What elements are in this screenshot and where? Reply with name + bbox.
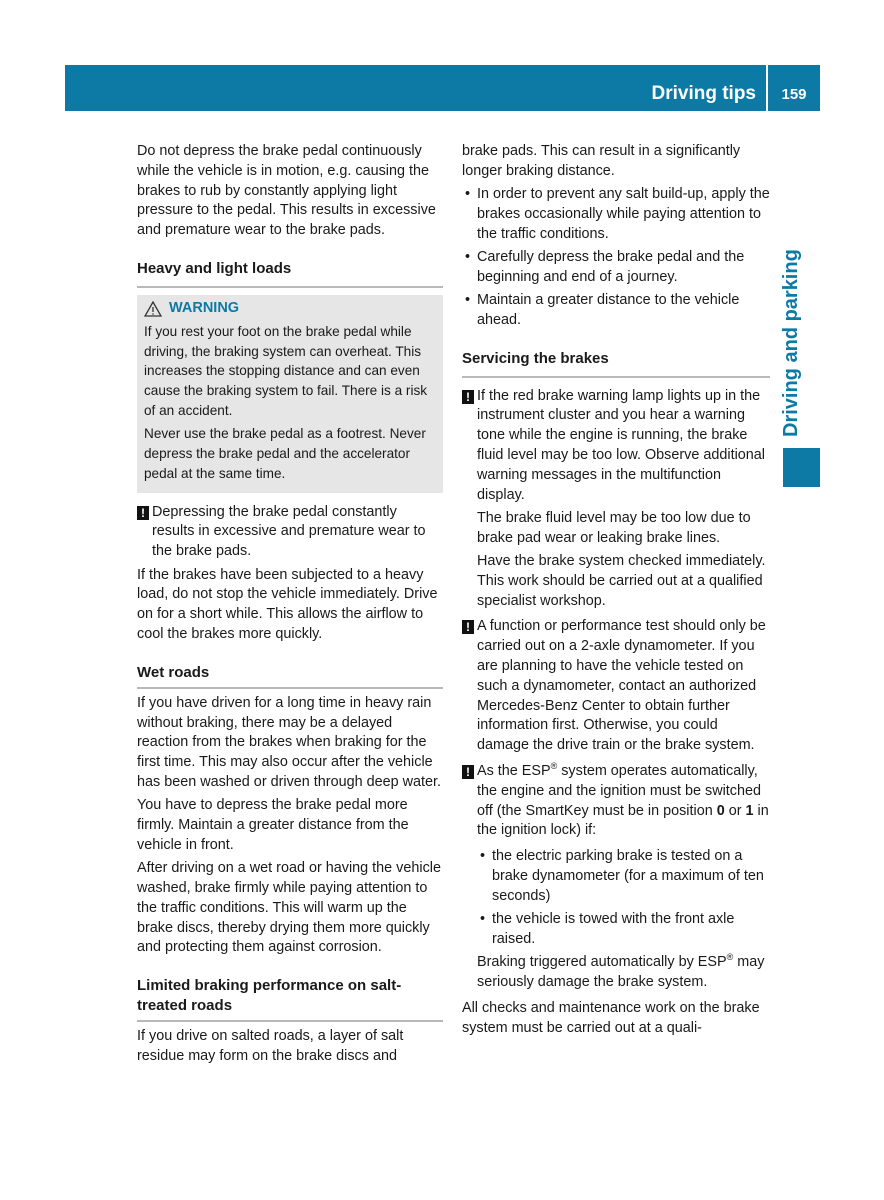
exclamation-icon: ! — [462, 765, 474, 779]
list-item: • the vehicle is towed with the front axle raised. — [477, 910, 770, 950]
paragraph: The brake fluid level may be too low due to brake pad wear or leaking brake lines. — [477, 509, 751, 546]
section-tab-marker — [783, 448, 820, 487]
paragraph: You have to depress the brake pedal more firmly. Maintain a greater distance from the vehicle in front. — [137, 797, 409, 853]
heading-heavy-loads: Heavy and light loads — [137, 259, 443, 288]
list-item: • the electric parking brake is tested on a brake dynamometer (for a maximum of ten seconds) — [477, 847, 770, 906]
note: ! As the ESP® system operates automatically, the engine and the ignition must be switched off (the SmartKey must be in position 0 or 1 in the ignition lock) if: — [462, 762, 770, 841]
paragraph: All checks and maintenance work on the brake system must be carried out at a quali- — [462, 999, 760, 1036]
page-header — [65, 65, 820, 111]
warning-text: If you rest your foot on the brake pedal while driving, the braking system can overheat. This increases the stopping distance and can even cause the braking system to fail. There is a risk of an accident. — [144, 323, 428, 418]
paragraph: If you have driven for a long time in heavy rain without braking, there may be a delayed reaction from the brakes when braking for the first time. This may also occur after the vehicle has been washed or driven through deep water. — [137, 694, 442, 790]
warning-text: Never use the brake pedal as a footrest. Never depress the brake pedal and the accelerator pedal at the same time. — [144, 426, 426, 481]
note: ! A function or performance test should only be carried out on a 2-axle dynamometer. If you are planning to have the vehicle tested on such a dynamometer, contact an authorized Mercedes-Benz Center to obtain further information first. Otherwise, you could damage the drive train or the brake system. — [462, 617, 770, 756]
chapter-title: Driving tips — [651, 83, 756, 104]
paragraph: After driving on a wet road or having the vehicle washed, brake firmly while paying attention to the traffic conditions. This will warm up the brake discs, thereby drying them more quickly and protecting them against corrosion. — [137, 860, 441, 956]
list-item: • In order to prevent any salt build-up, apply the brakes occasionally while paying attention to the traffic conditions. — [462, 185, 770, 244]
paragraph: If you drive on salted roads, a layer of salt residue may form on the brake discs and — [137, 1028, 404, 1064]
warning-box — [137, 295, 443, 493]
paragraph: If the brakes have been subjected to a heavy load, do not stop the vehicle immediately. Drive on for a short while. This allows the airflow to cool the brakes more quickly. — [137, 566, 438, 642]
paragraph: Have the brake system checked immediately. This work should be carried out at a qualified specialist workshop. — [477, 553, 766, 609]
heading-wet-roads: Wet roads — [137, 663, 210, 681]
paragraph: brake pads. This can result in a significantly longer braking distance. — [462, 143, 741, 179]
list-item: • Maintain a greater distance to the vehicle ahead. — [462, 291, 770, 331]
section-tab-label: Driving and parking — [780, 249, 802, 437]
paragraph: Braking triggered automatically by ESP® may seriously damage the brake system. — [477, 952, 765, 990]
right-column — [462, 142, 770, 1042]
note: ! Depressing the brake pedal constantly results in excessive and premature wear to the brake pads. — [137, 503, 443, 562]
exclamation-icon: ! — [462, 620, 474, 634]
warning-triangle-icon — [144, 301, 162, 317]
exclamation-icon: ! — [462, 390, 474, 404]
page-number: 159 — [781, 86, 807, 103]
note: ! If the red brake warning lamp lights up in the instrument cluster and you hear a warning tone while the engine is running, the brake fluid level may be too low. Observe additional warning messages in the multifunction display. — [462, 387, 770, 506]
heading-servicing: Servicing the brakes — [462, 349, 770, 378]
heading-salt-roads: Limited braking performance on salt-treated roads — [137, 977, 402, 1015]
exclamation-icon: ! — [137, 506, 149, 520]
paragraph: Do not depress the brake pedal continuously while the vehicle is in motion, e.g. causing the brakes to rub by constantly applying light pressure to the pedal. This results in excessive and premature wear to the brake pads. — [137, 143, 436, 239]
warning-title: WARNING — [144, 299, 435, 319]
list-item: • Carefully depress the brake pedal and the beginning and end of a journey. — [462, 248, 770, 288]
left-column — [137, 142, 443, 1070]
